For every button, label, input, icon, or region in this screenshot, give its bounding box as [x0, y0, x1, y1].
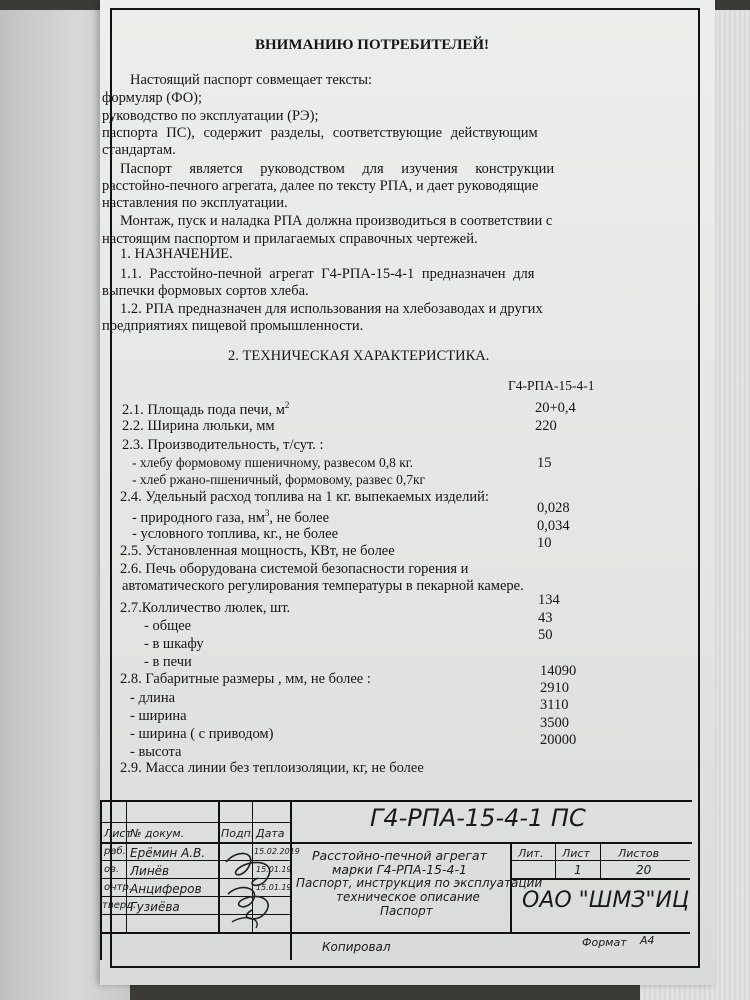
company-name: ОАО "ШМЗ"ИЦ — [522, 888, 690, 913]
header-list: Лист — [104, 827, 132, 840]
doc-description-line3: Паспорт, инструкция по эксплуатации — [296, 876, 543, 890]
copied-label: Копировал — [322, 940, 391, 954]
spec-2-9-label: 2.9. Масса линии без теплоизоляции, кг, не более — [120, 760, 424, 776]
intro-line-9: Монтаж, пуск и наладка РПА должна производиться в соответствии с — [120, 213, 553, 229]
spec-2-7-a-label: - общее — [144, 618, 192, 634]
row1-date: 15.02.2019 — [254, 847, 300, 856]
section1-p12-line1: 1.2. РПА предназначен для использования на хлебозаводах и других — [120, 301, 543, 317]
intro-line-6: Паспорт является руководством для изучения конструкции — [120, 161, 555, 177]
spec-2-4-b-label: - условного топлива, кг., не более — [132, 526, 339, 542]
document-page — [100, 0, 715, 985]
doc-description-line2: марки Г4-РПА-15-4-1 — [332, 862, 467, 877]
row2-name: Линёв — [130, 864, 170, 878]
row3-name: Анциферов — [130, 882, 202, 896]
spec-2-8-e-value: 20000 — [540, 732, 577, 748]
section1-title: 1. НАЗНАЧЕНИЕ. — [120, 246, 233, 262]
spec-2-4-label: 2.4. Удельный расход топлива на 1 кг. выпекаемых изделий: — [120, 489, 489, 505]
doc-description-line5: Паспорт — [380, 904, 433, 918]
spec-2-8-d-label: - высота — [130, 744, 182, 760]
spec-2-8-label: 2.8. Габаритные размеры , мм, не более : — [120, 671, 371, 687]
row2-role: ов. — [104, 864, 120, 875]
page-heading: ВНИМАНИЮ ПОТРЕБИТЕЛЕЙ! — [255, 37, 490, 53]
spec-2-7-b-value: 50 — [538, 627, 553, 643]
intro-line-8: наставления по эксплуатации. — [102, 195, 288, 211]
spec-2-7-label: 2.7.Колличество люлек, шт. — [120, 600, 291, 616]
spec-2-4-a-label: - природного газа, $нм^3$, не более — [132, 508, 330, 526]
spec-2-5-value: 10 — [537, 535, 552, 551]
format-value: А4 — [640, 934, 655, 947]
section1-p11-line1: 1.1. Расстойно-печной агрегат Г4-РПА-15-4-1 предназначен для — [120, 266, 535, 282]
col-listov-header: Листов — [618, 847, 660, 860]
spec-2-8-c-value: 3110 — [540, 697, 569, 713]
spec-2-6-line1: 2.6. Печь оборудована системой безопасности горения и — [120, 561, 469, 577]
spec-2-8-a-label: - длина — [130, 690, 176, 706]
spec-2-2-value: 220 — [535, 418, 557, 434]
spec-2-8-c-label: - ширина ( с приводом) — [130, 726, 274, 742]
spec-2-3-b-label: - хлеб ржано-пшеничный, формовому, развес 0,7кг — [132, 472, 426, 487]
section2-title: 2. ТЕХНИЧЕСКАЯ ХАРАКТЕРИСТИКА. — [228, 348, 490, 364]
intro-line-4: паспорта ПС), содержит разделы, соответствующие действующим — [102, 125, 538, 141]
spec-2-8-b-value: 2910 — [540, 680, 569, 696]
spec-2-3-a-label: - хлебу формовому пшеничному, развесом 0,8 кг. — [132, 455, 414, 470]
spec-2-4-b-value: 0,034 — [537, 518, 570, 534]
format-label: Формат — [582, 936, 627, 949]
row3-date: 15.01.19 — [256, 883, 292, 892]
header-signature: Подп. — [221, 827, 255, 840]
spec-2-7-b-label: - в шкафу — [144, 636, 204, 652]
col-lit-header: Лит. — [518, 847, 544, 860]
intro-line-3: руководство по эксплуатации (РЭ); — [102, 108, 319, 124]
section1-p11-line2: выпечки формовых сортов хлеба. — [102, 283, 309, 299]
row1-role: раб. — [104, 846, 126, 857]
intro-line-7: расстойно-печного агрегата, далее по тексту РПА, и дает руководящие — [102, 178, 539, 194]
row3-role: онтр. — [104, 882, 133, 893]
row4-name: Гузиёва — [130, 900, 180, 914]
spec-2-2-label: 2.2. Ширина люльки, мм — [122, 418, 275, 434]
spec-2-7-c-label: - в печи — [144, 654, 192, 670]
spec-2-8-b-label: - ширина — [130, 708, 187, 724]
spec-2-1-value: 20+0,4 — [535, 400, 576, 416]
designation-code: Г4-РПА-15-4-1 ПС — [370, 804, 586, 832]
spec-2-6-line2: автоматического регулирования температуры в пекарной камере. — [122, 578, 524, 594]
row1-name: Ерёмин А.В. — [130, 846, 206, 860]
spec-2-5-label: 2.5. Установленная мощность, КВт, не более — [120, 543, 395, 559]
spec-2-7-a-value: 43 — [538, 610, 553, 626]
handwritten-signatures — [218, 844, 290, 932]
spec-2-8-a-value: 14090 — [540, 663, 577, 679]
spec-2-8-d-value: 3500 — [540, 715, 569, 731]
spec-2-4-a-value: 0,028 — [537, 500, 570, 516]
model-column-header: Г4-РПА-15-4-1 — [508, 378, 595, 393]
intro-line-5: стандартам. — [102, 142, 176, 158]
listov-value: 20 — [636, 863, 652, 877]
col-list-header: Лист — [562, 847, 590, 860]
doc-description-line1: Расстойно-печной агрегат — [312, 848, 487, 863]
row4-role: тверд. — [102, 900, 137, 911]
intro-line-2: формуляр (ФО); — [102, 90, 203, 106]
spec-2-1-label: 2.1. Площадь пода печи, $м^2$ — [122, 400, 290, 418]
spec-2-7-value: 134 — [538, 592, 560, 608]
row2-date: 15.01.19 — [256, 865, 292, 874]
intro-line-10: настоящим паспортом и прилагаемых справочных чертежей. — [102, 231, 478, 247]
header-doc-number: № докум. — [130, 827, 185, 840]
title-block — [100, 800, 692, 960]
spec-2-3-a-value: 15 — [537, 455, 552, 471]
spec-2-3-label: 2.3. Производительность, т/сут. : — [122, 437, 324, 453]
header-date: Дата — [256, 827, 285, 840]
doc-description-line4: техническое описание — [336, 890, 480, 904]
list-value: 1 — [574, 863, 582, 877]
section1-p12-line2: предприятиях пищевой промышленности. — [102, 318, 364, 334]
intro-line-1: Настоящий паспорт совмещает тексты: — [130, 72, 372, 88]
